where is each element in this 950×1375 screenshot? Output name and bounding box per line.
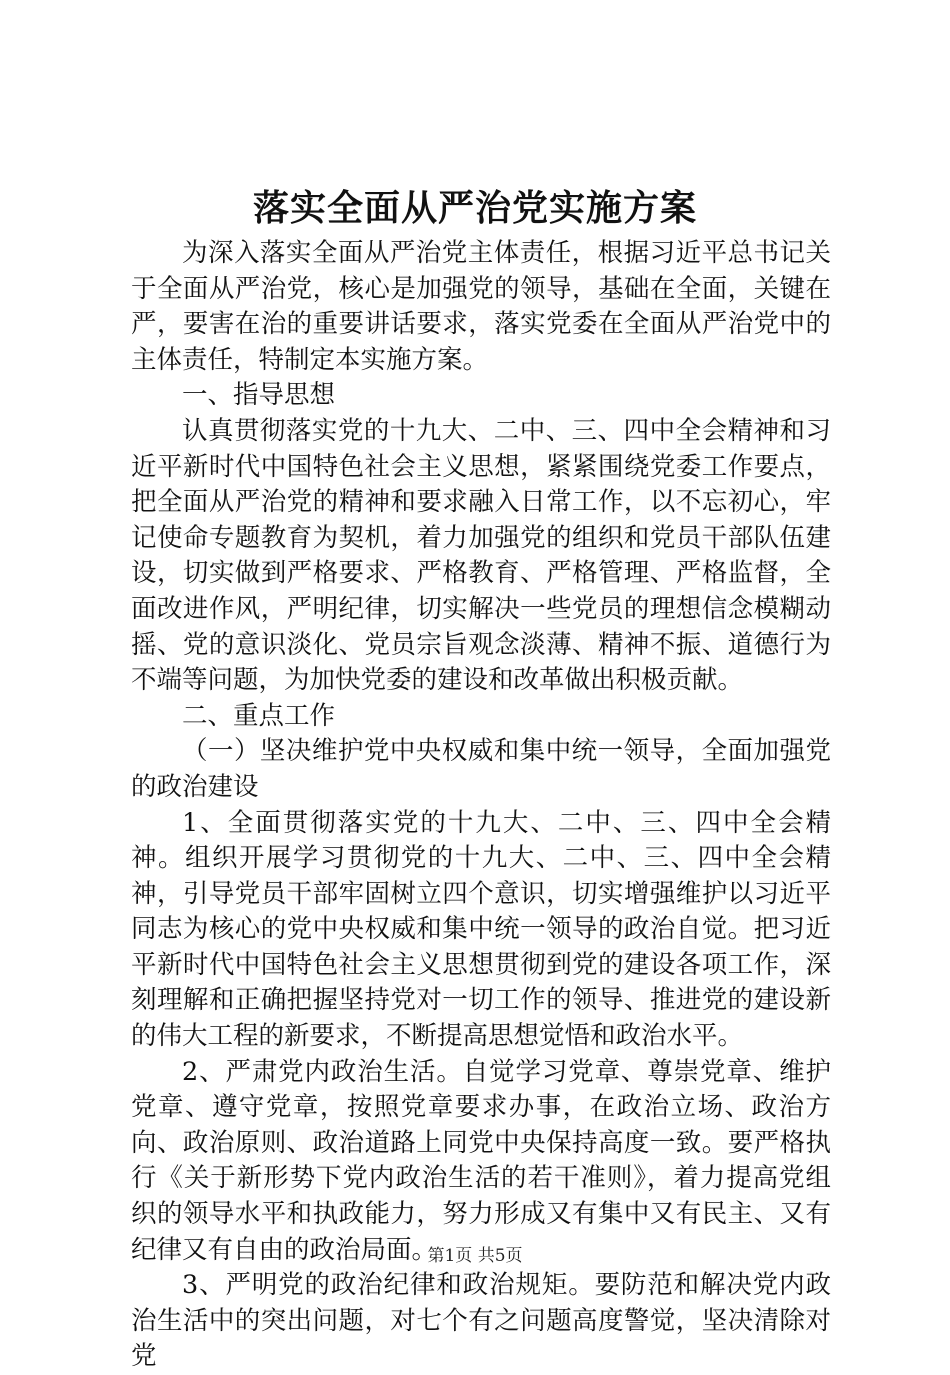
guiding-thought-paragraph: 认真贯彻落实党的十九大、二中、三、四中全会精神和习近平新时代中国特色社会主义思想，紧紧围绕党委工作要点，把全面从严治党的精神和要求融入日常工作，以不忘初心，牢记使命专题教育为契机，着力加强党的组织和党员干部队伍建设，切实做到严格要求、严格教育、严格管理、严格监督，全面改进作风，严明纪律，切实解决一些党员的理想信念模糊动摇、党的意识淡化、党员宗旨观念淡薄、精神不振、道德行为不端等问题，为加快党委的建设和改革做出积极贡献。	[131, 415, 831, 696]
section-heading-key-work: 二、重点工作	[182, 700, 336, 731]
item-3-paragraph: 3、严明党的政治纪律和政治规矩。要防范和解决党内政治生活中的突出问题，对七个有之问题高度警觉，坚决清除对党	[131, 1270, 831, 1372]
document-title: 落实全面从严治党实施方案	[252, 187, 697, 229]
intro-paragraph: 为深入落实全面从严治党主体责任，根据习近平总书记关于全面从严治党，核心是加强党的领导，基础在全面，关键在严，要害在治的重要讲话要求，落实党委在全面从严治党中的主体责任，特制定本实施方案。	[131, 238, 831, 375]
item-1-paragraph: 1、全面贯彻落实党的十九大、二中、三、四中全会精神。组织开展学习贯彻党的十九大、二中、三、四中全会精神，引导党员干部牢固树立四个意识，切实增强维护以习近平同志为核心的党中央权威和集中统一领导的政治自觉。把习近平新时代中国特色社会主义思想贯彻到党的建设各项工作，深刻理解和正确把握坚持党对一切工作的领导、推进党的建设新的伟大工程的新要求，不断提高思想觉悟和政治水平。	[131, 807, 831, 1052]
subsection-heading-1: （一）坚决维护党中央权威和集中统一领导，全面加强党的政治建设	[131, 736, 831, 802]
section-heading-guiding-thought: 一、指导思想	[182, 380, 336, 411]
document-body	[131, 236, 831, 1375]
page-number-footer: 第1页 共5页	[427, 1246, 523, 1266]
item-2-paragraph: 2、严肃党内政治生活。自觉学习党章、尊崇党章、维护党章、遵守党章，按照党章要求办事，在政治立场、政治方向、政治原则、政治道路上同党中央保持高度一致。要严格执行《关于新形势下党内政治生活的若干准则》，着力提高党组织的领导水平和执政能力，努力形成又有集中又有民主、又有纪律又有自由的政治局面。	[131, 1056, 831, 1265]
